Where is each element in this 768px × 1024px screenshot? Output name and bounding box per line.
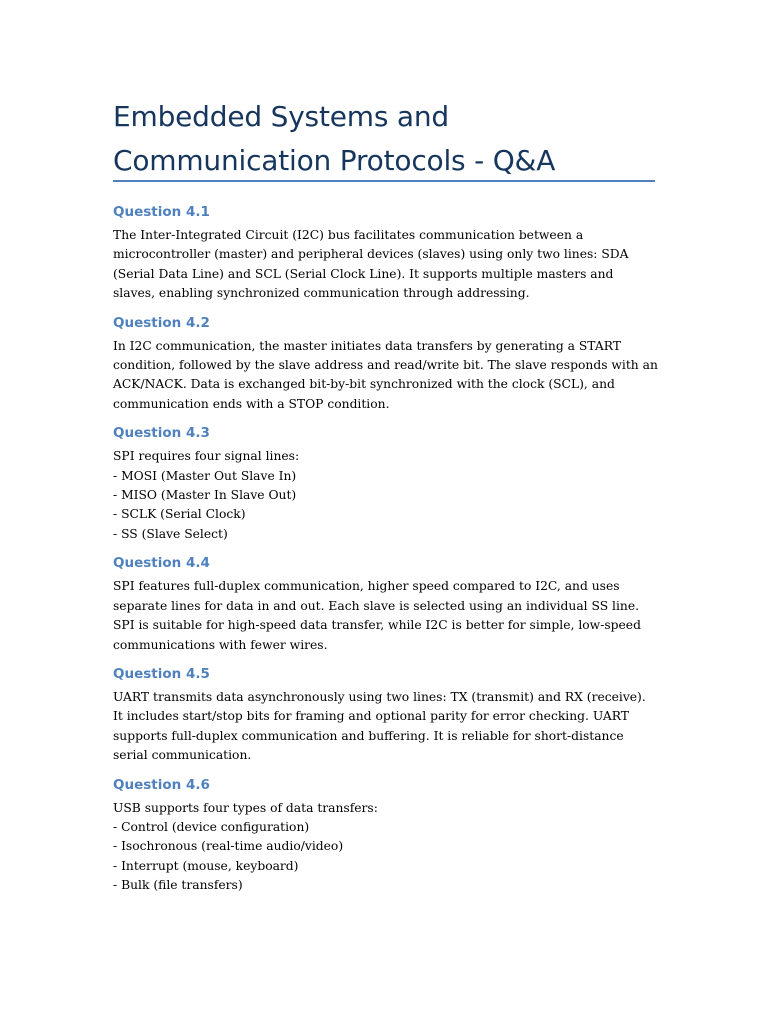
qa-section-4-5 [113,664,658,766]
answer-text: The Inter-Integrated Circuit (I2C) bus facilitates communication between a microcontroller (master) and peripheral devices (slaves) using only two lines: SDA (Serial Data Line) and SCL (Serial Clock Line). It supports multiple masters and slaves, enabling synchronized communication through addressing. [113,228,629,301]
answer-text: SPI requires four signal lines: - MOSI (Master Out Slave In) - MISO (Master In Slave Out) - SCLK (Serial Clock) - SS (Slave Select) [113,449,300,541]
question-heading: Question 4.2 [113,314,210,331]
answer-text: UART transmits data asynchronously using two lines: TX (transmit) and RX (receive). It includes start/stop bits for framing and optional parity for error checking. UART supports full-duplex communication and buffering. It is reliable for short-distance serial communication. [113,689,646,763]
question-heading: Question 4.1 [113,204,210,220]
qa-section-4-3 [113,423,658,544]
answer-text: In I2C communication, the master initiates data transfers by generating a START condition, followed by the slave address and read/write bit. The slave responds with an ACK/NACK. Data is exchanged bit-by-bit synchronized with the clock (SCL), and communication ends with a STOP condition. [113,338,658,411]
question-heading: Question 4.5 [113,665,210,682]
qa-section-4-1 [113,202,658,304]
question-heading: Question 4.6 [113,776,210,793]
qa-section-4-2 [113,313,658,415]
question-heading: Question 4.3 [113,425,210,442]
answer-text: USB supports four types of data transfers: - Control (device configuration) - Isochronous (real-time audio/video) - Interrupt (mouse, keyboard) - Bulk (file transfers) [113,800,378,893]
title-underline [113,180,655,182]
qa-section-4-4 [113,553,658,655]
answer-text: SPI features full-duplex communication, higher speed compared to I2C, and uses separate lines for data in and out. Each slave is selected using an individual SS line. SPI is suitable for high-speed data transfer, while I2C is better for simple, low-speed communications with fewer wires. [113,579,641,652]
question-heading: Question 4.4 [113,555,210,572]
qa-content [113,202,658,896]
qa-section-4-6 [113,775,658,896]
document-title: Embedded Systems and Communication Protocols - Q&A [113,100,556,177]
